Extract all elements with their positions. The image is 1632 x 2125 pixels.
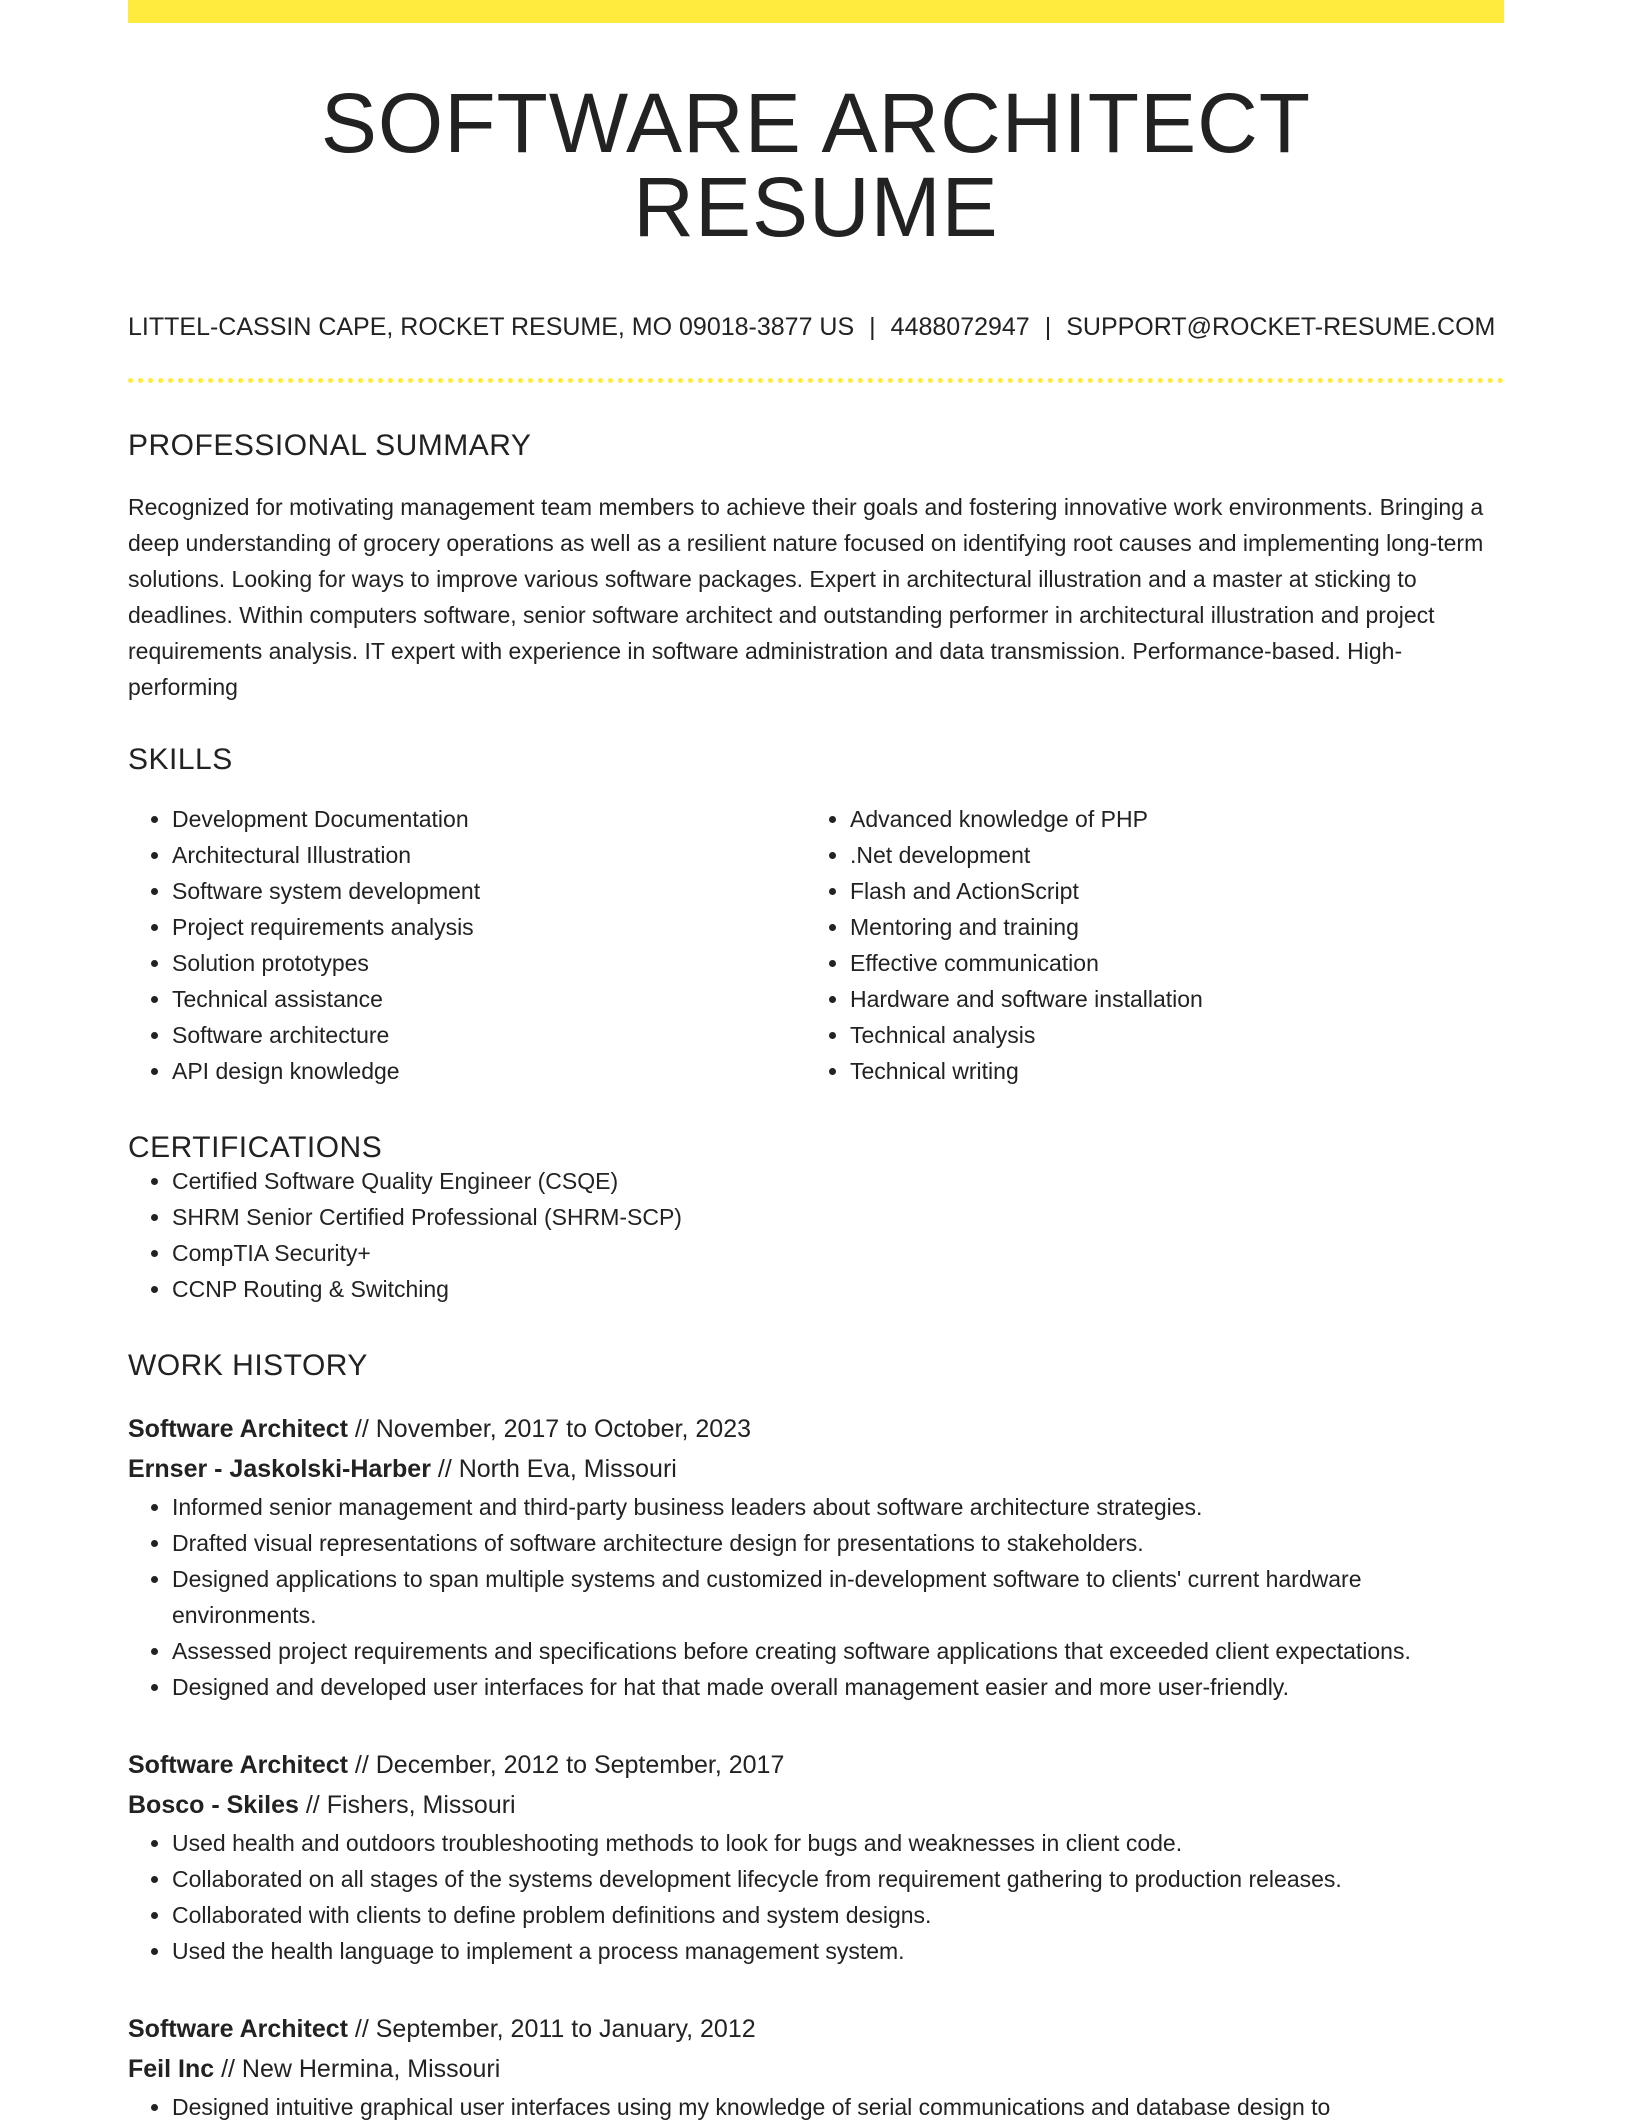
list-item: • Designed and developed user interfaces for hat that made overall management easier and more user-friendly. bbox=[172, 1669, 1504, 1705]
list-item: • Software architecture bbox=[172, 1017, 806, 1053]
job-role: Software Architect bbox=[128, 1751, 348, 1779]
list-item: • Drafted visual representations of software architecture design for presentations to stakeholders. bbox=[172, 1525, 1504, 1561]
certifications-heading: CERTIFICATIONS bbox=[128, 1131, 383, 1164]
list-item: • Project requirements analysis bbox=[172, 909, 806, 945]
list-item: • Used health and outdoors troubleshooting methods to look for bugs and weaknesses in client code. bbox=[172, 1825, 1504, 1861]
list-item: • Collaborated with clients to define problem definitions and system designs. bbox=[172, 1897, 1504, 1933]
skills-heading: SKILLS bbox=[128, 743, 233, 776]
list-item: • Collaborated on all stages of the systems development lifecycle from requirement gathering to production releases. bbox=[172, 1861, 1504, 1897]
contact-email: SUPPORT@ROCKET-RESUME.COM bbox=[1066, 313, 1496, 341]
contact-separator: | bbox=[1044, 313, 1052, 341]
list-item: • .Net development bbox=[850, 837, 1484, 873]
skills-left-list bbox=[128, 801, 806, 1089]
list-item: • Used the health language to implement a process management system. bbox=[172, 1933, 1504, 1969]
contact-separator: | bbox=[869, 313, 876, 341]
job-entry bbox=[128, 2009, 1504, 2125]
list-item: • API design knowledge bbox=[172, 1053, 806, 1089]
job-company: Feil Inc bbox=[128, 2055, 215, 2083]
job-company-line bbox=[128, 1449, 1504, 1489]
job-company-line bbox=[128, 1785, 1504, 1825]
skills-columns bbox=[128, 801, 1504, 1089]
list-item: • Flash and ActionScript bbox=[850, 873, 1484, 909]
list-item: • SHRM Senior Certified Professional (SHRM-SCP) bbox=[172, 1199, 1504, 1235]
summary-text: Recognized for motivating management team members to achieve their goals and fostering innovative work environments. Bringing a deep understanding of grocery operations as well as a resilient nature focused on identifying root causes and implementing long-term solutions. Looking for ways to improve various software packages. Expert in architectural illustration and a master at sticking to deadlines. Within computers software, senior software architect and outstanding performer in architectural illustration and project requirements analysis. IT expert with experience in software administration and data transmission. Performance-based. High-performing bbox=[128, 494, 1484, 700]
list-item: • Hardware and software installation bbox=[850, 981, 1484, 1017]
list-item: • Designed applications to span multiple systems and customized in-development software to clients' current hardware environments. bbox=[172, 1561, 1504, 1633]
job-bullet-list bbox=[128, 1489, 1504, 1705]
job-role-line bbox=[128, 2009, 1504, 2049]
job-role-line bbox=[128, 1409, 1504, 1449]
contact-address: LITTEL-CASSIN CAPE, ROCKET RESUME, MO 09018-3877 US bbox=[128, 313, 855, 341]
job-role-line bbox=[128, 1745, 1504, 1785]
list-item: • Assessed project requirements and specifications before creating software applications that exceeded client expectations. bbox=[172, 1633, 1504, 1669]
contact-phone: 4488072947 bbox=[890, 313, 1030, 341]
list-item: • CCNP Routing & Switching bbox=[172, 1271, 1504, 1307]
dotted-divider bbox=[128, 378, 1504, 383]
job-company-line bbox=[128, 2049, 1504, 2089]
list-item: • Advanced knowledge of PHP bbox=[850, 801, 1484, 837]
summary-section bbox=[128, 431, 1504, 705]
list-item: • Technical assistance bbox=[172, 981, 806, 1017]
list-item: • CompTIA Security+ bbox=[172, 1235, 1504, 1271]
job-dates: // November, 2017 to October, 2023 bbox=[347, 1415, 751, 1443]
list-item: • Informed senior management and third-party business leaders about software architecture strategies. bbox=[172, 1489, 1504, 1525]
job-bullet-list bbox=[128, 2089, 1504, 2125]
skills-section bbox=[128, 745, 1504, 1089]
work-history-section bbox=[128, 1351, 1504, 2125]
summary-heading: PROFESSIONAL SUMMARY bbox=[128, 429, 532, 462]
job-company: Ernser - Jaskolski-Harber bbox=[128, 1455, 431, 1483]
top-accent-bar bbox=[128, 0, 1504, 23]
jobs-list bbox=[128, 1409, 1504, 2125]
list-item: • Designed intuitive graphical user interfaces using my knowledge of serial communications and database design to bbox=[172, 2089, 1504, 2125]
job-dates: // September, 2011 to January, 2012 bbox=[347, 2015, 756, 2043]
skills-right-list bbox=[806, 801, 1484, 1089]
certifications-section bbox=[128, 1133, 1504, 1307]
job-role: Software Architect bbox=[128, 1415, 348, 1443]
list-item: • Mentoring and training bbox=[850, 909, 1484, 945]
job-entry bbox=[128, 1745, 1504, 1969]
skills-right-column bbox=[806, 801, 1484, 1089]
list-item: • Technical writing bbox=[850, 1053, 1484, 1089]
job-dates: // December, 2012 to September, 2017 bbox=[347, 1751, 785, 1779]
list-item: • Certified Software Quality Engineer (CSQE) bbox=[172, 1163, 1504, 1199]
contact-line bbox=[128, 315, 1504, 340]
job-company: Bosco - Skiles bbox=[128, 1791, 299, 1819]
resume-page bbox=[128, 0, 1504, 2125]
job-role: Software Architect bbox=[128, 2015, 348, 2043]
certifications-list bbox=[128, 1163, 1504, 1307]
job-location: // North Eva, Missouri bbox=[430, 1455, 677, 1483]
list-item: • Development Documentation bbox=[172, 801, 806, 837]
job-bullet-list bbox=[128, 1825, 1504, 1969]
list-item: • Technical analysis bbox=[850, 1017, 1484, 1053]
list-item: • Effective communication bbox=[850, 945, 1484, 981]
list-item: • Solution prototypes bbox=[172, 945, 806, 981]
job-entry bbox=[128, 1409, 1504, 1705]
job-location: // New Hermina, Missouri bbox=[214, 2055, 501, 2083]
job-location: // Fishers, Missouri bbox=[298, 1791, 516, 1819]
skills-left-column bbox=[128, 801, 806, 1089]
work-history-heading: WORK HISTORY bbox=[128, 1349, 368, 1382]
list-item: • Software system development bbox=[172, 873, 806, 909]
list-item: • Architectural Illustration bbox=[172, 837, 806, 873]
resume-title: SOFTWARE ARCHITECT RESUME bbox=[320, 76, 1312, 254]
